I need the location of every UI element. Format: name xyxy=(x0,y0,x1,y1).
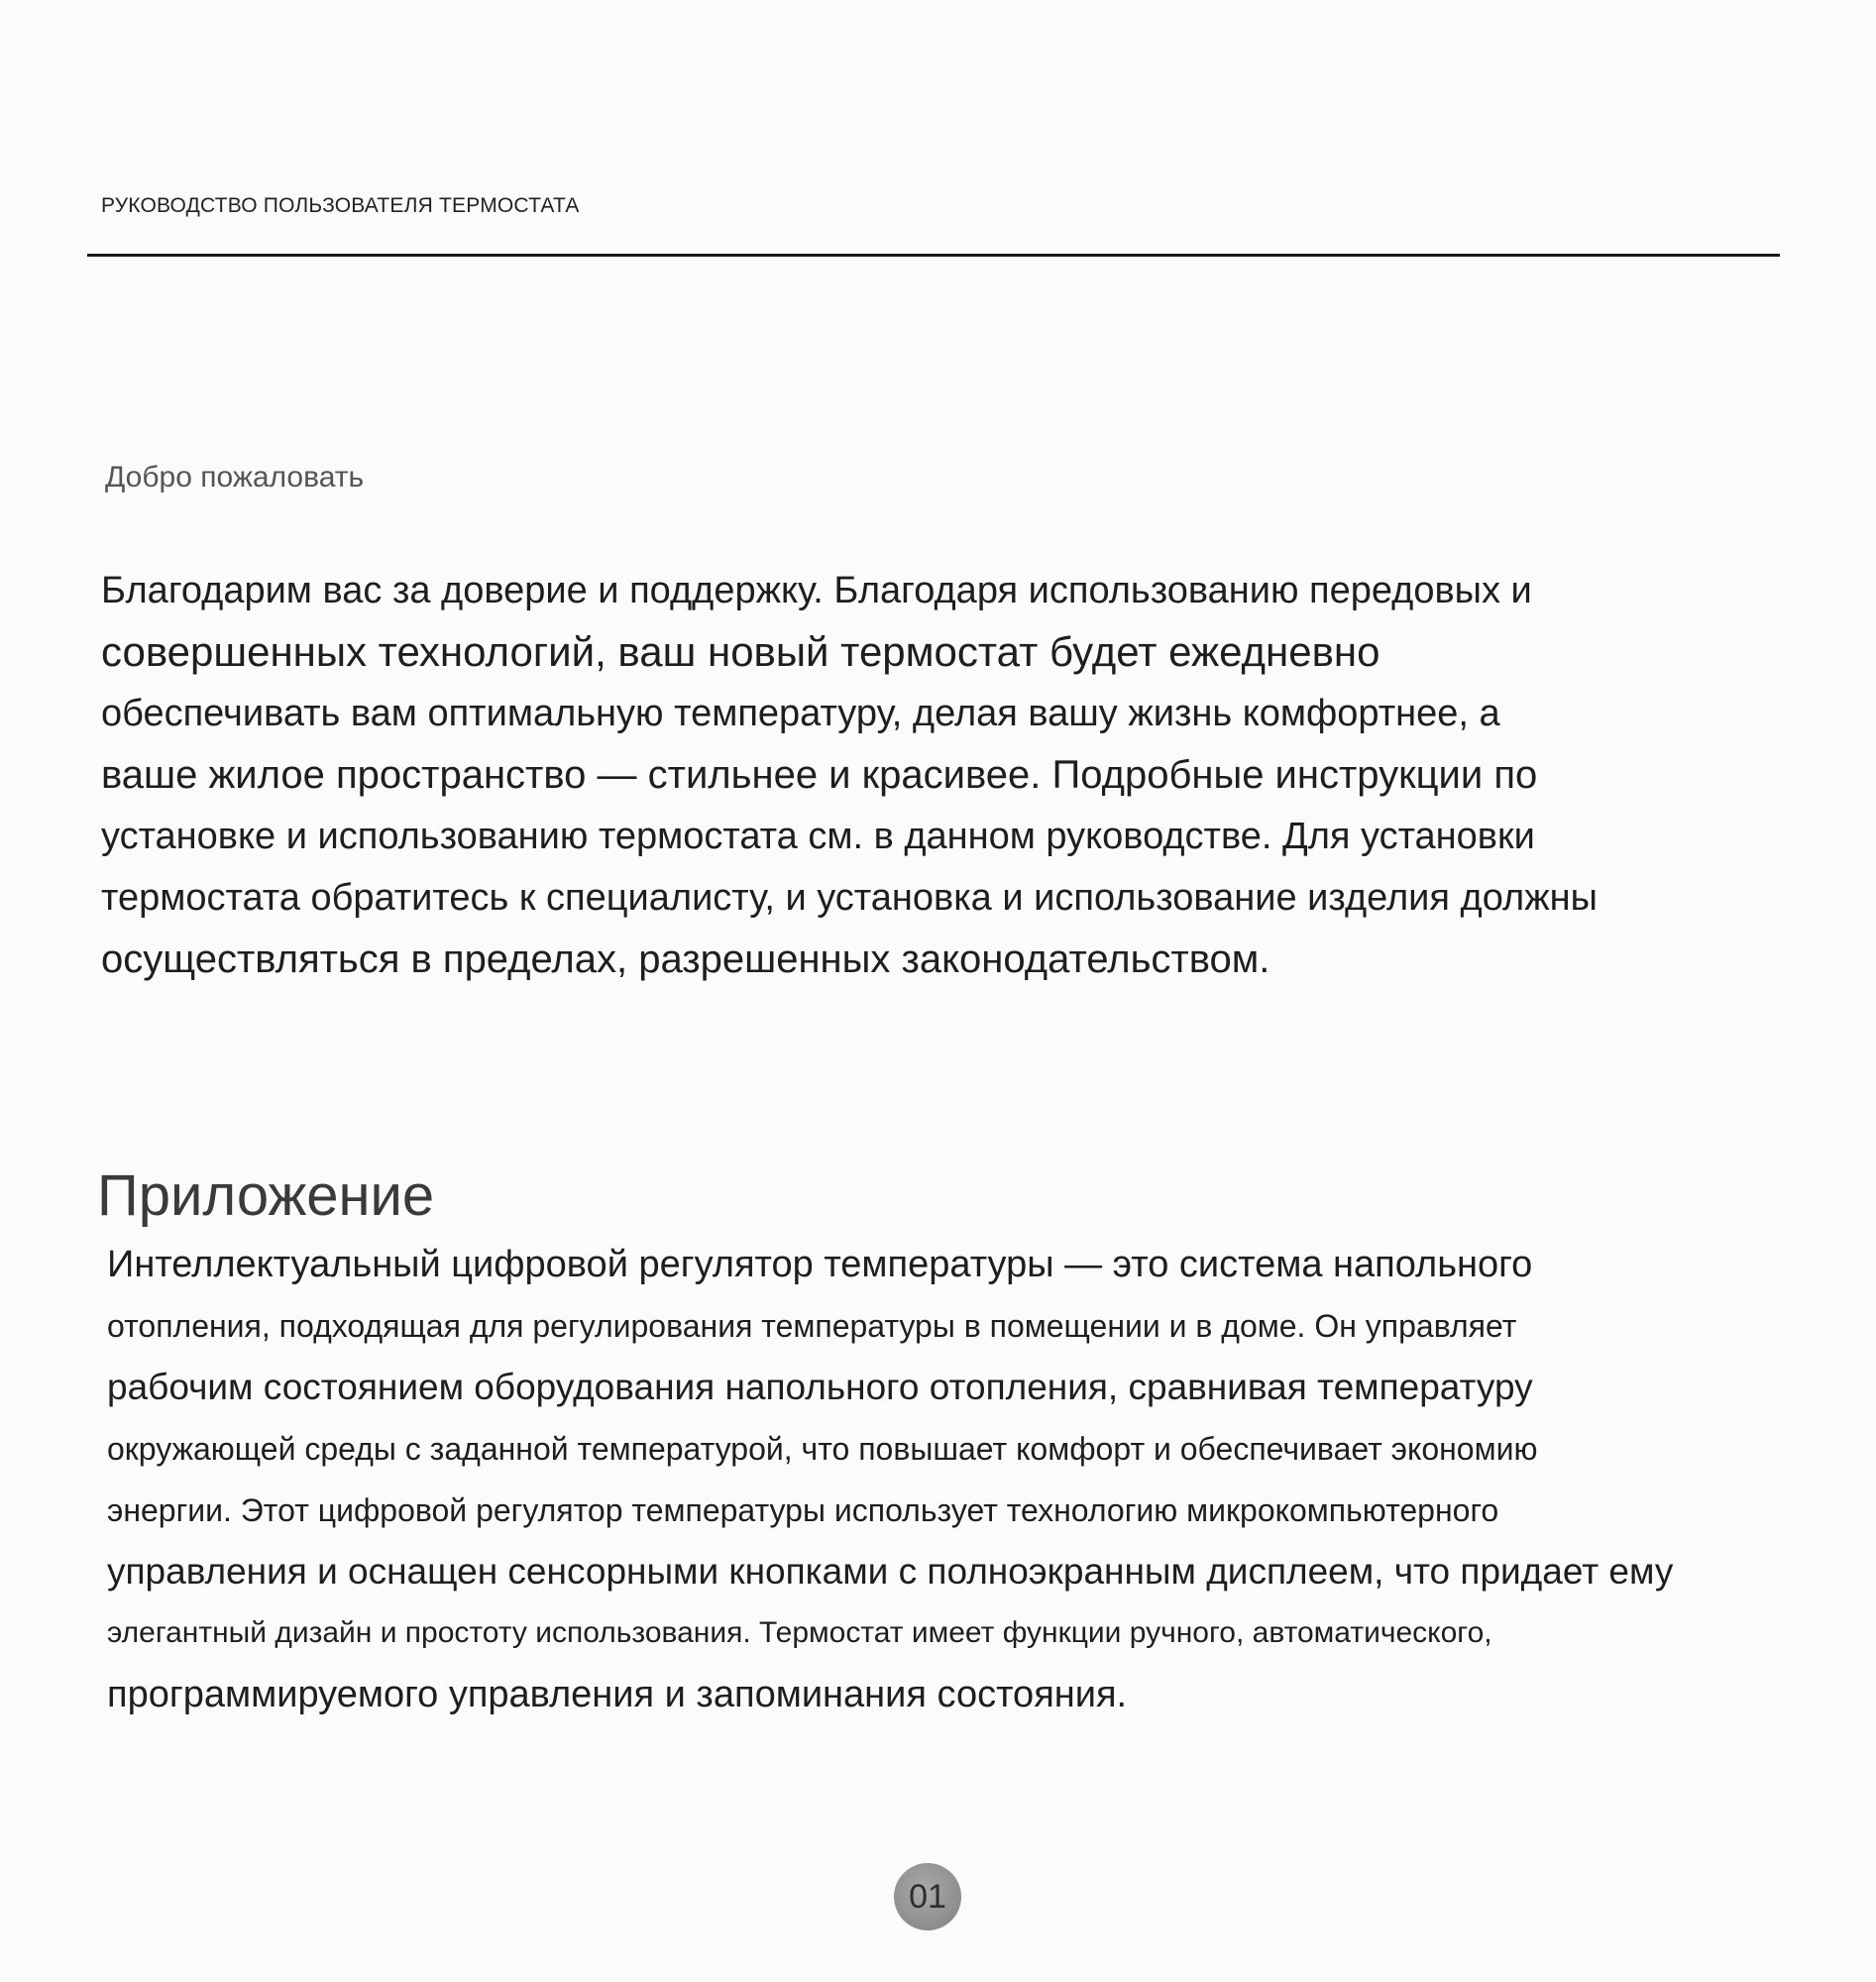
application-line: окружающей среды с заданной температурой, что повышает комфорт и обеспечивает экономию xyxy=(107,1431,1538,1467)
application-line: отопления, подходящая для регулирования температуры в помещении и в доме. Он управляет xyxy=(107,1308,1517,1344)
welcome-paragraph xyxy=(101,560,1806,990)
welcome-line: термостата обратитесь к специалисту, и установка и использование изделия должны xyxy=(101,877,1598,919)
welcome-line: обеспечивать вам оптимальную температуру, делая вашу жизнь комфортнее, а xyxy=(101,693,1500,734)
running-header: РУКОВОДСТВО ПОЛЬЗОВАТЕЛЯ ТЕРМОСТАТА xyxy=(101,194,580,217)
page-number-badge: 01 xyxy=(894,1863,961,1930)
application-line: рабочим состоянием оборудования напольного отопления, сравнивая температуру xyxy=(107,1367,1533,1407)
welcome-line: установке и использованию термостата см. в данном руководстве. Для установки xyxy=(101,816,1535,857)
welcome-line: осуществляться в пределах, разрешенных законодательством. xyxy=(101,937,1270,981)
welcome-line: ваше жилое пространство — стильнее и красивее. Подробные инструкции по xyxy=(101,753,1538,797)
application-line: Интеллектуальный цифровой регулятор температуры — это система напольного xyxy=(107,1244,1533,1285)
welcome-label: Добро пожаловать xyxy=(105,461,365,494)
welcome-line: совершенных технологий, ваш новый термостат будет ежедневно xyxy=(101,628,1380,675)
application-line: управления и оснащен сенсорными кнопками с полноэкранным дисплеем, что придает ему xyxy=(107,1551,1674,1592)
welcome-line: Благодарим вас за доверие и поддержку. Благодаря использованию передовых и xyxy=(101,570,1532,611)
section-title-application: Приложение xyxy=(97,1163,435,1229)
application-line: элегантный дизайн и простоту использования. Термостат имеет функции ручного, автоматического, xyxy=(107,1616,1492,1649)
application-line: программируемого управления и запоминания состояния. xyxy=(107,1674,1128,1715)
header-divider xyxy=(87,254,1780,257)
application-paragraph xyxy=(107,1234,1812,1725)
application-line: энергии. Этот цифровой регулятор температуры использует технологию микрокомпьютерного xyxy=(107,1492,1499,1528)
